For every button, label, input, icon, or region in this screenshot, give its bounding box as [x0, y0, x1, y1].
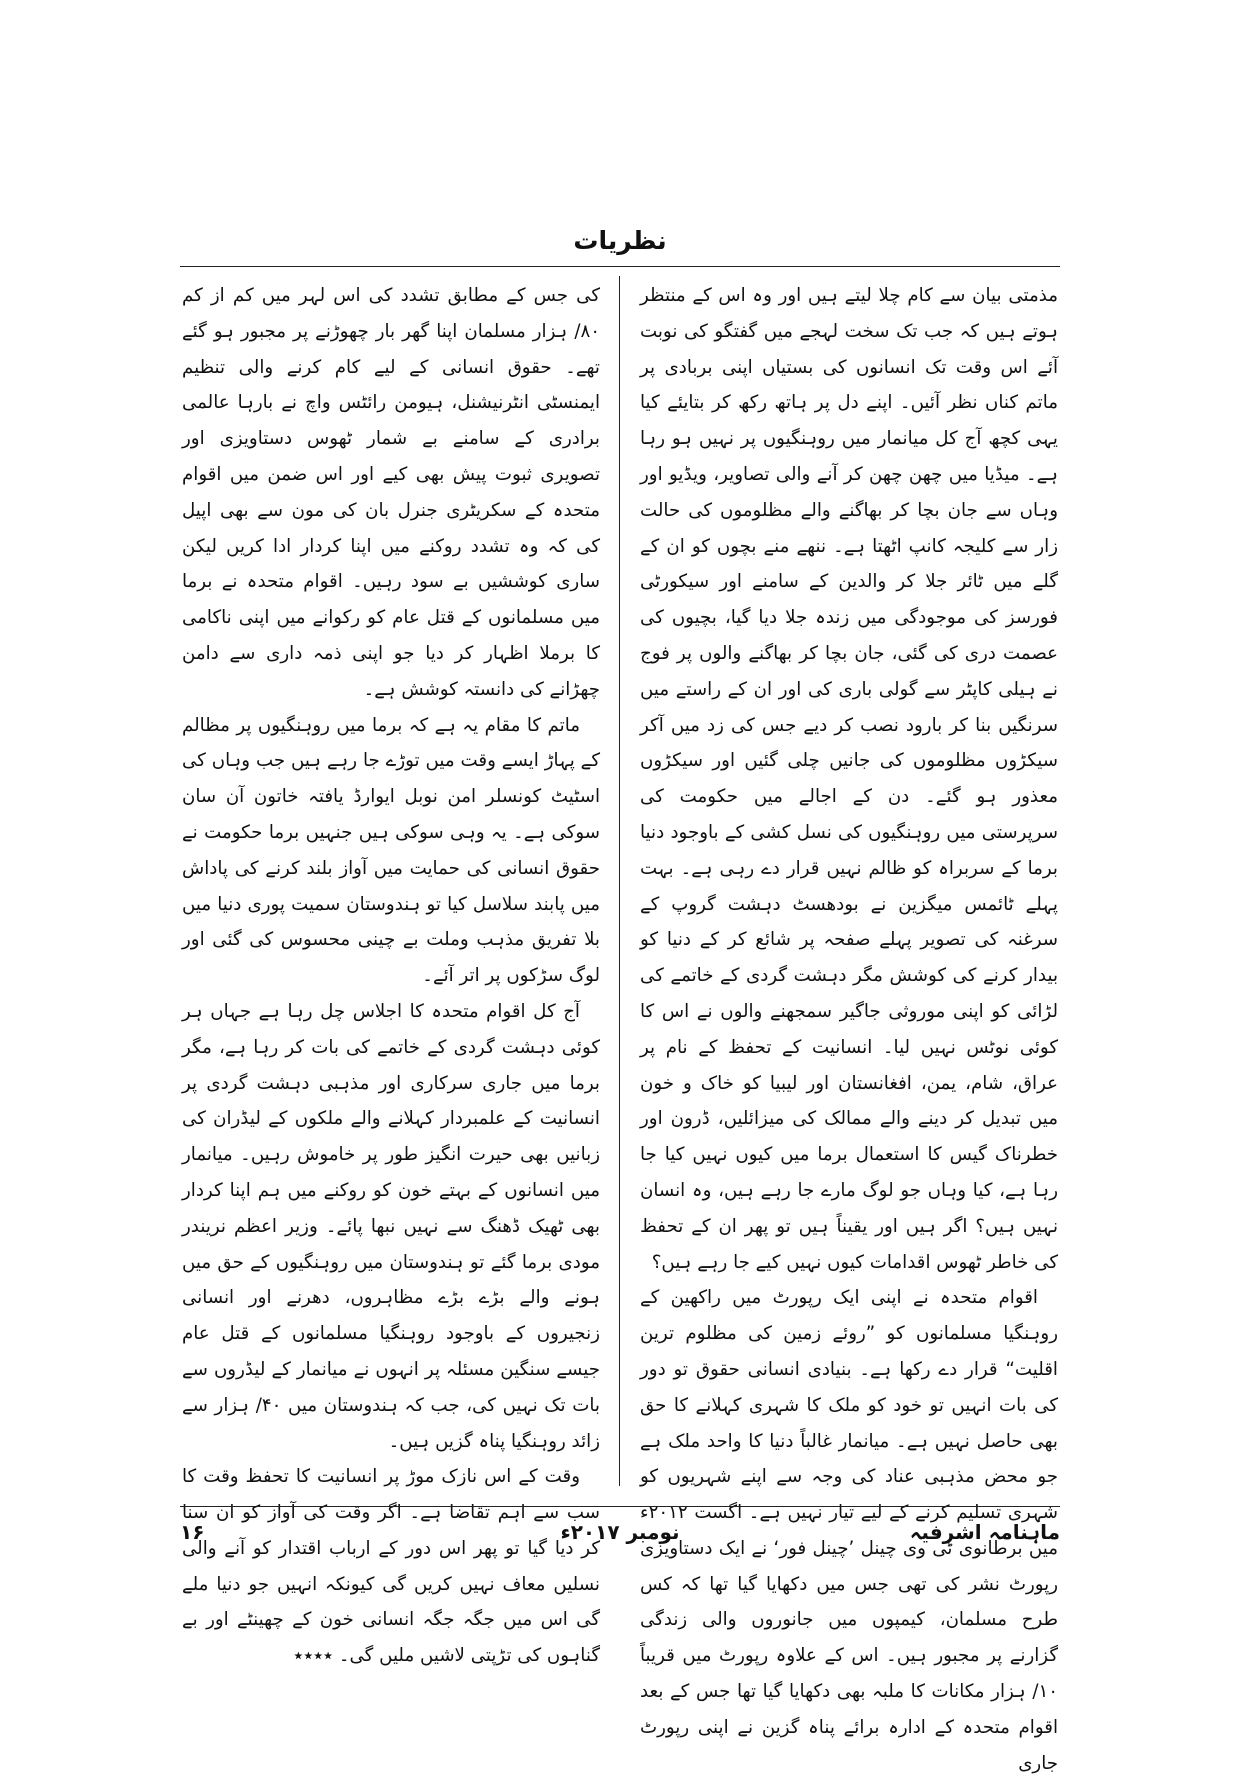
footer-divider: [180, 1506, 1060, 1507]
paragraph: ماتم کا مقام یہ ہے کہ برما میں روہنگیوں پر مظالم کے پہاڑ ایسے وقت میں توڑے جا رہے ہیں جب وہاں کی اسٹیٹ کونسلر امن نوبل ایوارڈ یافتہ خاتون آن سان سوکی ہے۔ یہ وہی سوکی ہیں جنہیں برما حکومت نے حقوق انسانی کی حمایت میں آواز بلند کرنے کی پاداش میں پابند سلاسل کیا تو ہندوستان سمیت پوری دنیا میں بلا تفریق مذہب وملت بے چینی محسوس کی گئی اور لوگ سڑکوں پر اتر آئے۔: [182, 714, 600, 987]
header-divider: [180, 266, 1060, 267]
paragraph: مذمتی بیان سے کام چلا لیتے ہیں اور وہ اس کے منتظر ہوتے ہیں کہ جب تک سخت لہجے میں گفتگو کی نوبت آئے اس وقت تک انسانوں کی بستیاں اپنی بربادی پر ماتم کناں نظر آئیں۔ اپنے دل پر ہاتھ رکھ کر بتایئے کیا یہی کچھ آج کل میانمار میں روہنگیوں پر نہیں ہو رہا ہے۔ میڈیا میں چھن چھن کر آنے والی تصاویر، ویڈیو اور وہاں سے جان بچا کر بھاگنے والے مظلوموں کی حالت زار سے کلیجہ کانپ اٹھتا ہے۔ ننھے منے بچوں کو ان کے گلے میں ٹائر جلا کر والدین کے سامنے اور سیکورٹی فورسز کی موجودگی میں زندہ جلا دیا گیا، بچیوں کی عصمت دری کی گئی، جان بچا کر بھاگنے والوں پر فوج نے ہیلی کاپٹر سے گولی باری کی اور ان کے راستے میں سرنگیں بنا کر بارود نصب کر دیے جس کی زد میں آکر سیکڑوں مظلوموں کی جانیں چلی گئیں اور سیکڑوں معذور ہو گئے۔ دن کے اجالے میں حکومت کی سرپرستی میں روہنگیوں کی نسل کشی کے باوجود دنیا برما کے سربراہ کو ظالم نہیں قرار دے رہی ہے۔ بہت پہلے ٹائمس میگزین نے بودھسٹ دہشت گروپ کے سرغنہ کی تصویر پہلے صفحہ پر شائع کر کے دنیا کو بیدار کرنے کی کوشش مگر دہشت گردی کے خاتمے کی لڑائی کو اپنی موروثی جاگیر سمجھنے والوں نے اس کا کوئی نوٹس نہیں لیا۔ انسانیت کے تحفظ کے نام پر عراق، شام، یمن، افغانستان اور لیبیا کو خاک و خون میں تبدیل کر دینے والے ممالک کی میزائلیں، ڈرون اور خطرناک گیس کا استعمال برما میں کیوں نہیں کیا جا رہا ہے، کیا وہاں جو لوگ مارے جا رہے ہیں، وہ انسان نہیں ہیں؟ اگر ہیں اور یقیناً ہیں تو پھر ان کے تحفظ کی خاطر ٹھوس اقدامات کیوں نہیں کیے جا رہے ہیں؟: [640, 285, 1058, 1273]
journal-name: ماہنامہ اشرفیہ: [909, 1520, 1060, 1544]
article-column-right: [640, 278, 1058, 1781]
page-title: نظریات: [573, 226, 667, 255]
paragraph: آج کل اقوام متحدہ کا اجلاس چل رہا ہے جہاں ہر کوئی دہشت گردی کے خاتمے کی بات کر رہا ہے، مگر برما میں جاری سرکاری اور مذہبی دہشت گردی پر انسانیت کے علمبردار کہلانے والے ملکوں کے لیڈران کی زبانیں بھی حیرت انگیز طور پر خاموش رہیں۔ میانمار میں انسانوں کے بہتے خون کو روکنے میں ہم اپنا کردار بھی ٹھیک ڈھنگ سے نہیں نبھا پائے۔ وزیر اعظم نریندر مودی برما گئے تو ہندوستان میں روہنگیوں کے حق میں ہونے والے بڑے بڑے مظاہروں، دھرنے اور انسانی زنجیروں کے باوجود روہنگیا مسلمانوں کے قتل عام جیسے سنگین مسئلہ پر انہوں نے میانمار کے لیڈروں سے بات تک نہیں کی، جب کہ ہندوستان میں ۴۰/ ہزار سے زائد روہنگیا پناہ گزیں ہیں۔: [182, 1000, 600, 1452]
paragraph: کی جس کے مطابق تشدد کی اس لہر میں کم از کم ۸۰/ ہزار مسلمان اپنا گھر بار چھوڑنے پر مجبور ہو گئے تھے۔ حقوق انسانی کے لیے کام کرنے والی تنظیم ایمنسٹی انٹرنیشنل، ہیومن رائٹس واچ نے بارہا عالمی برادری کے سامنے بے شمار ٹھوس دستاویزی اور تصویری ثبوت پیش بھی کیے اور اس ضمن میں اقوام متحدہ کے سکریٹری جنرل بان کی مون سے بھی اپیل کی کہ وہ تشدد روکنے میں اپنا کردار ادا کریں لیکن ساری کوششیں بے سود رہیں۔ اقوام متحدہ نے برما میں مسلمانوں کے قتل عام کو رکوانے میں اپنی ناکامی کا برملا اظہار کر دیا جو اپنی ذمہ داری سے دامن چھڑانے کی دانستہ کوشش ہے۔: [182, 285, 600, 700]
column-divider: [619, 276, 620, 1486]
page-number: ۱۶: [180, 1520, 205, 1544]
paragraph: وقت کے اس نازک موڑ پر انسانیت کا تحفظ وقت کا سب سے اہم تقاضا ہے۔ اگر وقت کی آواز کو ان سنا کر دیا گیا تو پھر اس دور کے ارباب اقتدار کو آنے والی نسلیں معاف نہیں کریں گی کیونکہ انہیں جو دنیا ملے گی اس میں جگہ جگہ انسانی خون کے چھینٹے اور بے گناہوں کی تڑپتی لاشیں ملیں گی۔ ٭٭٭٭: [182, 1466, 600, 1667]
paragraph: اقوام متحدہ نے اپنی ایک رپورٹ میں راکھین کے روہنگیا مسلمانوں کو ”روئے زمین کی مظلوم ترین اقلیت“ قرار دے رکھا ہے۔ بنیادی انسانی حقوق تو دور کی بات انہیں تو خود کو ملک کا شہری کہلانے کا حق بھی حاصل نہیں ہے۔ میانمار غالباً دنیا کا واحد ملک ہے جو محض مذہبی عناد کی وجہ سے اپنے شہریوں کو شہری تسلیم کرنے کے لیے تیار نہیں ہے۔ اگست ۲۰۱۲ء میں برطانوی ٹی وی چینل ’چینل فور‘ نے ایک دستاویزی رپورٹ نشر کی تھی جس میں دکھایا گیا تھا کہ کس طرح مسلمان، کیمپوں میں جانوروں والی زندگی گزارنے پر مجبور ہیں۔ اس کے علاوہ رپورٹ میں قریباً ۱۰/ ہزار مکانات کا ملبہ بھی دکھایا گیا تھا جس کے بعد اقوام متحدہ کے ادارہ برائے پناہ گزین نے اپنی رپورٹ جاری: [640, 1287, 1058, 1774]
issue-date: نومبر ۲۰۱۷ء: [560, 1520, 680, 1544]
article-column-left: [182, 278, 600, 1674]
